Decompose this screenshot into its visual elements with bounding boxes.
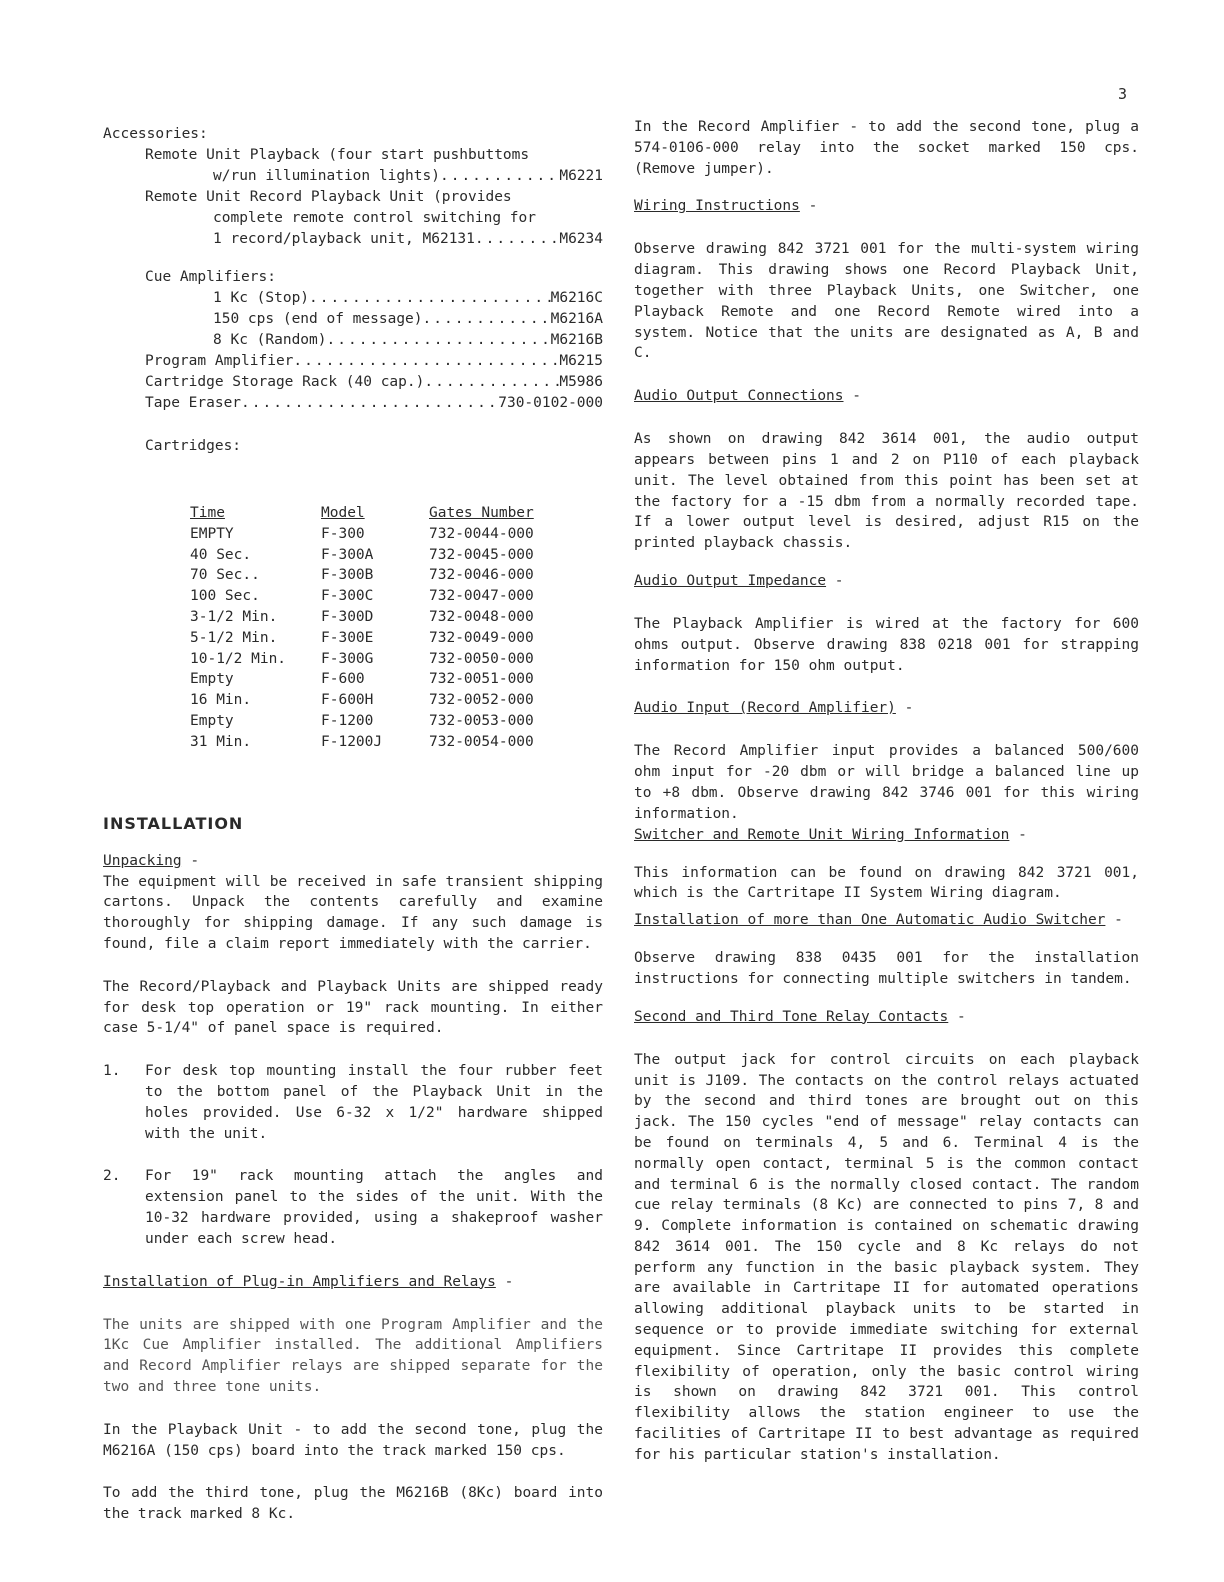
right-column — [634, 117, 1139, 1466]
cell-model: F-1200J — [321, 733, 383, 750]
remote-record-line1: Remote Unit Record Playback Unit (provides — [145, 189, 512, 205]
table-row — [190, 565, 534, 586]
accessory-item-label: Tape Eraser — [145, 395, 242, 411]
dot-leader — [424, 372, 559, 393]
cell-time: 10-1/2 Min. — [190, 650, 287, 667]
cell-time: 100 Sec. — [190, 588, 260, 605]
list-item-number: 1. — [103, 1063, 121, 1080]
audio-input-subheading: Audio Input (Record Amplifier) - — [634, 700, 914, 717]
switcher-paragraph: This information can be found on drawing 842 3721 001, which is the Cartritape II System Wiring diagram. — [634, 864, 1139, 902]
table-row — [190, 628, 534, 649]
cue-item-label: 8 Kc (Random) — [213, 332, 327, 348]
table-row — [190, 545, 534, 566]
accessory-item-code: M6215 — [559, 353, 603, 369]
remote-record-code: M6234 — [559, 231, 603, 247]
table-row — [190, 649, 534, 670]
cell-time: 40 Sec. — [190, 546, 252, 563]
record-amplifier-paragraph: In the Record Amplifier - to add the second tone, plug a 574-0106-000 relay into the socket marked 150 cps. (Remove jumper). — [634, 119, 1139, 177]
table-row — [190, 586, 534, 607]
cell-gates-number: 732-0045-000 — [429, 546, 534, 563]
column-header: Gates Number — [429, 505, 534, 521]
accessory-item — [103, 393, 603, 414]
cell-gates-number: 732-0047-000 — [429, 588, 534, 605]
cell-gates-number: 732-0053-000 — [429, 712, 534, 729]
cell-time: 5-1/2 Min. — [190, 629, 278, 646]
cell-time: Empty — [190, 671, 234, 688]
table-header-row — [190, 503, 534, 524]
audio-output-paragraph: As shown on drawing 842 3614 001, the audio output appears between pins 1 and 2 on P110 of each playback unit. The level obtained from this point has been set at the factory for a -15 dbm from a normally recorded tape. If a lower output level is desired, adjust R15 on the printed playback chassis. — [634, 431, 1139, 552]
impedance-paragraph: The Playback Amplifier is wired at the factory for 600 ohms output. Observe drawing 838 0218 001 for strapping information for 150 ohm output. — [634, 615, 1139, 674]
cell-model: F-300E — [321, 629, 374, 646]
cell-gates-number: 732-0048-000 — [429, 608, 534, 625]
cell-gates-number: 732-0044-000 — [429, 525, 534, 542]
cell-model: F-300D — [321, 608, 374, 625]
cell-time: EMPTY — [190, 525, 234, 542]
list-item — [103, 1166, 603, 1249]
table-row — [190, 690, 534, 711]
playback-paragraph: In the Playback Unit - to add the second tone, plug the M6216A (150 cps) board into the track marked 150 cps. — [103, 1421, 603, 1459]
relay-contacts-subheading: Second and Third Tone Relay Contacts - — [634, 1008, 966, 1025]
accessory-item-label: Cartridge Storage Rack (40 cap.) — [145, 374, 425, 390]
left-column — [103, 124, 603, 1525]
cell-gates-number: 732-0051-000 — [429, 671, 534, 688]
switcher-subheading: Switcher and Remote Unit Wiring Information - — [634, 826, 1027, 843]
cue-item-code: M6216B — [550, 332, 603, 348]
wiring-subheading: Wiring Instructions - — [634, 198, 818, 215]
cell-model: F-300C — [321, 588, 374, 605]
remote-record-entry — [103, 229, 603, 250]
table-row — [190, 711, 534, 732]
cartridges-heading: Cartridges: — [145, 438, 242, 454]
cell-gates-number: 732-0050-000 — [429, 650, 534, 667]
cartridges-table — [190, 503, 534, 753]
remote-record-line3: 1 record/playback unit, M62131 — [213, 231, 475, 247]
cell-time: 3-1/2 Min. — [190, 608, 278, 625]
cell-gates-number: 732-0049-000 — [429, 629, 534, 646]
unpacking-paragraph: The equipment will be received in safe transient shipping cartons. Unpack the contents carefully and examine thoroughly for shipping damage. If any such damage is found, file a claim report immediately with the carrier. — [103, 873, 603, 952]
list-item-number: 2. — [103, 1168, 121, 1185]
accessory-item — [103, 351, 603, 372]
cue-amplifiers-heading: Cue Amplifiers: — [145, 269, 276, 285]
cue-item-code: M6216C — [550, 290, 603, 306]
accessories-heading: Accessories: — [103, 126, 208, 142]
remote-record-line2: complete remote control switching for — [213, 210, 537, 226]
accessory-item-label: Program Amplifier — [145, 353, 294, 369]
multi-switcher-paragraph: Observe drawing 838 0435 001 for the installation instructions for connecting multiple switchers in tandem. — [634, 950, 1139, 987]
cartridges-table-body — [190, 524, 534, 753]
unpacking-subheading: Unpacking - — [103, 852, 200, 869]
shipping-paragraph: The Record/Playback and Playback Units are shipped ready for desk top operation or 19" rack mounting. In either case 5-1/4" of panel space is required. — [103, 978, 603, 1037]
remote-playback-line2: w/run illumination lights) — [213, 168, 440, 184]
cell-time: Empty — [190, 712, 234, 729]
dot-leader — [440, 166, 559, 187]
dot-leader — [475, 229, 559, 250]
page-number: 3 — [1118, 85, 1128, 103]
cell-model: F-300A — [321, 546, 374, 563]
accessory-item-code: 730-0102-000 — [498, 395, 603, 411]
dot-leader — [293, 351, 559, 372]
audio-input-paragraph: The Record Amplifier input provides a balanced 500/600 ohm input for -20 dbm or will bridge a balanced line up to +8 dbm. Observe drawing 842 3746 001 for this wiring information. — [634, 743, 1139, 822]
impedance-subheading: Audio Output Impedance - — [634, 572, 844, 589]
accessory-item-code: M5986 — [559, 374, 603, 390]
cue-item-label: 1 Kc (Stop) — [213, 290, 310, 306]
audio-output-subheading: Audio Output Connections - — [634, 388, 861, 405]
dot-leader — [327, 330, 551, 351]
list-item-text: For 19" rack mounting attach the angles and extension panel to the sides of the unit. With the 10-32 hardware provided, using a shakeproof washer under each screw head. — [145, 1168, 603, 1247]
dot-leader — [423, 309, 551, 330]
dot-leader — [309, 288, 551, 309]
cell-gates-number: 732-0054-000 — [429, 733, 534, 750]
cell-model: F-600H — [321, 692, 374, 709]
remote-playback-code: M6221 — [559, 168, 603, 184]
cell-model: F-300G — [321, 650, 374, 667]
table-row — [190, 607, 534, 628]
relay-contacts-paragraph: The output jack for control circuits on each playback unit is J109. The contacts on the control relays actuated by the second and third tones are brought out on this jack. The 150 cycles "end of message" relay contacts can be found on terminals 4, 5 and 6. Terminal 4 is the normally open contact, terminal 5 is the common contact and terminal 6 is the normally closed contact. The random cue relay terminals (8 Kc) are connected to pins 7, 8 and 9. Complete information is contained on schematic drawing 842 3614 001. The 150 cycle and 8 Kc relays do not perform any function in the basic playback system. They are available in Cartritape II for automated operations allowing additional playback units to be started in sequence or to provide immediate switching for external equipment. Since Cartritape II provides this complete flexibility of operation, only the basic control wiring is shown on drawing 842 3721 001. This control flexibility allows the station engineer to use the facilities of Cartritape II to best advantage as required for his particular station's installation. — [634, 1051, 1139, 1463]
cue-item-label: 150 cps (end of message) — [213, 311, 423, 327]
wiring-paragraph: Observe drawing 842 3721 001 for the multi-system wiring diagram. This drawing shows one Record Playback Unit, together with three Playback Units, one Switcher, one Playback Remote and one Record Remote wired into a system. Notice that the units are designated as A, B and C. — [634, 241, 1139, 362]
column-header: Time — [190, 505, 225, 521]
cell-model: F-1200 — [321, 712, 374, 729]
multi-switcher-subheading: Installation of more than One Automatic Audio Switcher - — [634, 912, 1123, 929]
cell-time: 16 Min. — [190, 692, 252, 709]
cell-time: 70 Sec.. — [190, 567, 260, 584]
dot-leader — [241, 393, 498, 414]
cell-model: F-300B — [321, 567, 374, 584]
cue-item — [103, 288, 603, 309]
plugin-paragraph: The units are shipped with one Program Amplifier and the 1Kc Cue Amplifier installed. The additional Amplifiers and Record Amplifier relays are shipped separate for the two and three tone units. — [103, 1316, 603, 1395]
installation-heading: INSTALLATION — [103, 813, 244, 833]
cue-item — [103, 330, 603, 351]
table-row — [190, 524, 534, 545]
remote-playback-entry — [103, 166, 603, 187]
cell-time: 31 Min. — [190, 733, 252, 750]
list-item-text: For desk top mounting install the four rubber feet to the bottom panel of the Playback Unit in the holes provided. Use 6-32 x 1/2" hardware shipped with the unit. — [145, 1063, 603, 1142]
plugin-subheading: Installation of Plug-in Amplifiers and Relays - — [103, 1273, 514, 1290]
list-item — [103, 1061, 603, 1144]
table-row — [190, 732, 534, 753]
third-tone-paragraph: To add the third tone, plug the M6216B (8Kc) board into the track marked 8 Kc. — [103, 1485, 603, 1523]
cell-model: F-600 — [321, 671, 365, 688]
cell-model: F-300 — [321, 525, 365, 542]
table-row — [190, 669, 534, 690]
cue-item — [103, 309, 603, 330]
remote-playback-line1: Remote Unit Playback (four start pushbuttoms — [145, 147, 530, 163]
cell-gates-number: 732-0046-000 — [429, 567, 534, 584]
cell-gates-number: 732-0052-000 — [429, 692, 534, 709]
accessory-item — [103, 372, 603, 393]
column-header: Model — [321, 505, 365, 521]
cue-item-code: M6216A — [550, 311, 603, 327]
